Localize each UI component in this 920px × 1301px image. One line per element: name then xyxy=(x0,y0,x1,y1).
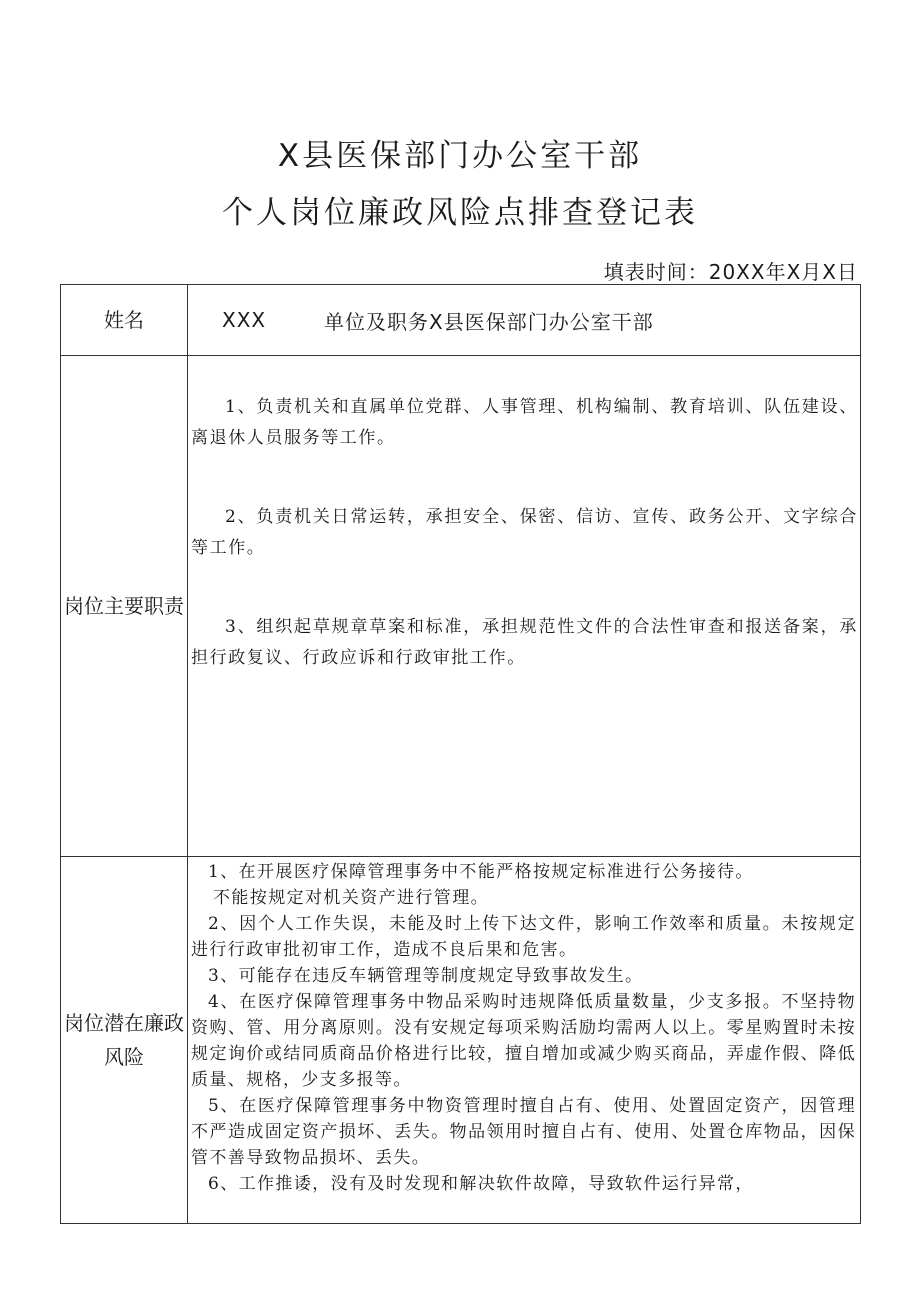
duties-label: 岗位主要职责 xyxy=(61,356,188,857)
risks-cell xyxy=(188,857,861,1224)
risk-item: 1、在开展医疗保障管理事务中不能严格按规定标准进行公务接待。 xyxy=(208,862,754,882)
duty-item: 1、负责机关和直属单位党群、人事管理、机构编制、教育培训、队伍建设、离退休人员服务等工作。 xyxy=(191,397,858,448)
name-row xyxy=(61,285,861,356)
risks-label: 岗位潜在廉政风险 xyxy=(61,857,188,1224)
document-title-line2: 个人岗位廉政风险点排查登记表 xyxy=(222,195,698,231)
fill-date: 填表时间：20XX年X月X日 xyxy=(603,260,858,284)
duty-item: 2、负责机关日常运转，承担安全、保密、信访、宣传、政务公开、文字综合等工作。 xyxy=(191,507,858,558)
name-value: XXX xyxy=(222,308,267,332)
unit-value: X县医保部门办公室干部 xyxy=(429,309,654,334)
name-unit-cell xyxy=(188,285,861,356)
risk-item: 2、因个人工作失误，未能及时上传下达文件，影响工作效率和质量。未按规定进行行政审批初审工作，造成不良后果和危害。 xyxy=(191,914,856,960)
risk-item: 4、在医疗保障管理事务中物品采购时违规降低质量数量，少支多报。不坚持物资购、管、用分离原则。没有安规定每项采购活励均需两人以上。零星购置时未按规定询价或结同质商品价格进行比较，擅自增加或减少购买商品，弄虚作假、降低质量、规格，少支多报等。 xyxy=(191,992,856,1090)
risk-item: 6、工作推诿，没有及时发现和解决软件故障，导致软件运行异常， xyxy=(208,1174,754,1194)
risks-row xyxy=(61,857,861,1224)
risk-item: 3、可能存在违反车辆管理等制度规定导致事故发生。 xyxy=(208,966,644,986)
unit-label: 单位及职务 xyxy=(324,309,429,334)
duties-cell xyxy=(188,356,861,857)
duties-row xyxy=(61,356,861,857)
risk-item: 不能按规定对机关资产进行管理。 xyxy=(213,888,489,908)
registration-form-table xyxy=(60,284,861,1224)
name-label: 姓名 xyxy=(61,285,188,356)
risk-item: 5、在医疗保障管理事务中物资管理时擅自占有、使用、处置固定资产，因管理不严造成固定资产损坏、丢失。物品领用时擅自占有、使用、处置仓库物品，因保管不善导致物品损坏、丢失。 xyxy=(191,1096,856,1168)
document-title-line1: X县医保部门办公室干部 xyxy=(277,138,643,174)
duty-item: 3、组织起草规章草案和标准，承担规范性文件的合法性审查和报送备案，承担行政复议、行政应诉和行政审批工作。 xyxy=(191,617,858,668)
